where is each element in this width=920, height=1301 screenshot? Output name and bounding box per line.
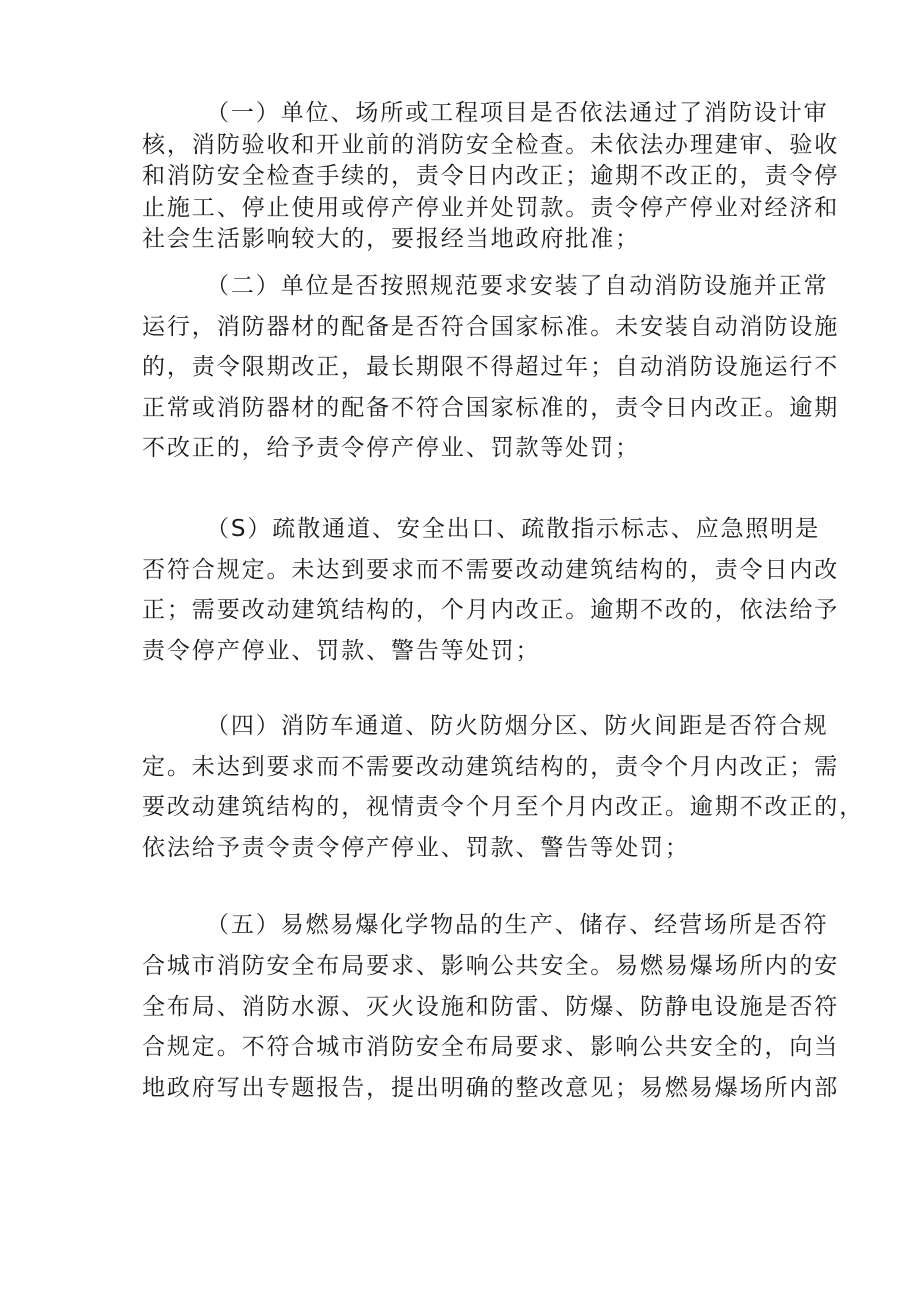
paragraph-line: 定。未达到要求而不需要改动建筑结构的，责令个月内改正；需 bbox=[142, 753, 840, 780]
paragraph-line: （五）易燃易爆化学物品的生产、储存、经营场所是否符 bbox=[206, 912, 829, 938]
paragraph-line: 的，责令限期改正，最长期限不得超过年；自动消防设施运行不 bbox=[142, 354, 840, 380]
paragraph-line: （一）单位、场所或工程项目是否依法通过了消防设计审 bbox=[206, 100, 829, 126]
paragraph-line: 依法给予责令责令停产停业、罚款、警告等处罚； bbox=[142, 834, 690, 861]
paragraph-line: 和消防安全检查手续的，责令日内改正；逾期不改正的，责令停 bbox=[142, 163, 840, 189]
paragraph-line: 社会生活影响较大的，要报经当地政府批准； bbox=[142, 226, 640, 252]
paragraph-line: （二）单位是否按照规范要求安装了自动消防设施并正常 bbox=[206, 273, 829, 299]
paragraph-line: 合城市消防安全布局要求、影响公共安全。易燃易爆场所内的安 bbox=[142, 952, 840, 979]
paragraph-line: 地政府写出专题报告，提出明确的整改意见；易燃易爆场所内部 bbox=[142, 1075, 840, 1102]
paragraph-4 bbox=[142, 706, 865, 868]
paragraph-line: 要改动建筑结构的，视情责令个月至个月内改正。逾期不改正的， bbox=[142, 794, 865, 820]
paragraph-line: 合规定。不符合城市消防安全布局要求、影响公共安全的，向当 bbox=[142, 1034, 840, 1061]
paragraph-line: 否符合规定。未达到要求而不需要改动建筑结构的，责令日内改 bbox=[142, 556, 840, 583]
paragraph-1 bbox=[142, 98, 840, 256]
paragraph-line: 全布局、消防水源、灭火设施和防雷、防爆、防静电设施是否符 bbox=[142, 993, 840, 1020]
paragraph-line: （S）疏散通道、安全出口、疏散指示标志、应急照明是 bbox=[206, 516, 821, 542]
paragraph-line: 核，消防验收和开业前的消防安全检查。未依法办理建审、验收 bbox=[142, 131, 840, 158]
paragraph-line: 正常或消防器材的配备不符合国家标准的，责令日内改正。逾期 bbox=[142, 394, 840, 421]
paragraph-3 bbox=[142, 509, 840, 671]
paragraph-line: 运行，消防器材的配备是否符合国家标准。未安装自动消防设施 bbox=[142, 313, 840, 340]
paragraph-5 bbox=[142, 905, 840, 1109]
paragraph-line: 止施工、停止使用或停产停业并处罚款。责令停产停业对经济和 bbox=[142, 194, 840, 221]
paragraph-line: 不改正的，给予责令停产停业、罚款等处罚； bbox=[142, 435, 640, 461]
paragraph-2 bbox=[142, 266, 840, 469]
paragraph-line: （四）消防车通道、防火防烟分区、防火间距是否符合规 bbox=[206, 713, 829, 739]
paragraph-line: 正；需要改动建筑结构的，个月内改正。逾期不改的，依法给予 bbox=[142, 597, 840, 623]
paragraph-line: 责令停产停业、罚款、警告等处罚； bbox=[142, 637, 541, 664]
